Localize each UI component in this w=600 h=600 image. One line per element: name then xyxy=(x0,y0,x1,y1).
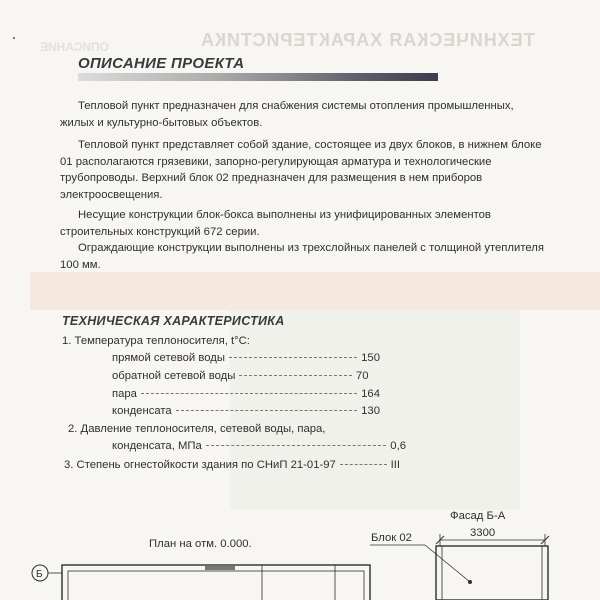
plan-window-mark xyxy=(205,566,235,570)
leader-line xyxy=(425,545,470,582)
spec-value: III xyxy=(390,459,400,471)
bleed-through-text: ТЕХНИЧЕСКАЯ ХАРАКТЕРИСТИКА xyxy=(200,30,535,50)
leader-dots xyxy=(176,410,357,411)
facade-outline xyxy=(436,546,548,600)
paragraph: Тепловой пункт предназначен для снабжения системы отопления промышленных, жилых и культурно-бытовых объектов. xyxy=(60,100,514,129)
spec-label: обратной сетевой воды xyxy=(112,370,236,382)
spec-label: прямой сетевой воды xyxy=(112,352,226,364)
plan-outline xyxy=(62,565,370,600)
plan-inner-outline xyxy=(68,571,364,600)
spec-item-heading: 2. Давление теплоносителя, сетевой воды, пара, xyxy=(68,423,326,435)
plan-label: План на отм. 0.000. xyxy=(149,538,252,550)
leader-dots xyxy=(340,464,387,465)
spec-value: 130 xyxy=(361,405,380,417)
spec-row xyxy=(112,352,380,364)
bleed-through-text-small: ОПИСАНИЕ xyxy=(40,40,109,54)
spec-label: конденсата, МПа xyxy=(112,440,202,452)
leader-dot xyxy=(468,580,472,584)
technical-drawing xyxy=(0,490,600,600)
spec-row xyxy=(112,405,380,417)
spec-value: 164 xyxy=(361,388,380,400)
spec-label: конденсата xyxy=(112,405,172,417)
facade-label: Фасад Б-А xyxy=(450,510,506,522)
section-title-description: ОПИСАНИЕ ПРОЕКТА xyxy=(78,55,245,72)
spec-row xyxy=(112,388,380,400)
block-label: Блок 02 xyxy=(371,532,412,544)
spec-row xyxy=(112,440,406,452)
dimension-label: 3300 xyxy=(470,527,496,539)
page-tint xyxy=(30,272,600,310)
spec-label: пара xyxy=(112,388,137,400)
leader-dots xyxy=(206,445,386,446)
spec-label: 3. Степень огнестойкости здания по СНиП 21-01-97 xyxy=(64,459,336,471)
spec-value: 0,6 xyxy=(390,440,406,452)
section-title-specs: ТЕХНИЧЕСКАЯ ХАРАКТЕРИСТИКА xyxy=(62,314,285,328)
spec-item-heading: 1. Температура теплоносителя, t°C: xyxy=(62,335,250,347)
leader-dots xyxy=(141,393,357,394)
spec-row xyxy=(112,370,380,382)
paragraph: Тепловой пункт представляет собой здание, состоящее из двух блоков, в нижнем блоке 01 располагаются грязевики, запорно-регулирующая арматура и технологические трубопроводы. Верхний блок 02 предназначен для размещения в нем приборов электроосвещения. xyxy=(60,139,542,201)
leader-dots xyxy=(229,357,357,358)
title-underline-bar xyxy=(78,73,438,81)
spec-row xyxy=(64,459,400,471)
paragraph: Ограждающие конструкции выполнены из трехслойных панелей с толщиной утеплителя 100 мм. xyxy=(60,242,544,271)
leader-dots xyxy=(239,375,352,376)
spec-value: 150 xyxy=(361,352,380,364)
page-speck xyxy=(13,37,15,39)
spec-value: 70 xyxy=(356,370,369,382)
axis-marker-label: Б xyxy=(36,569,43,580)
paragraph: Несущие конструкции блок-бокса выполнены из унифицированных элементов строительных конструкций 672 серии. xyxy=(60,209,491,238)
